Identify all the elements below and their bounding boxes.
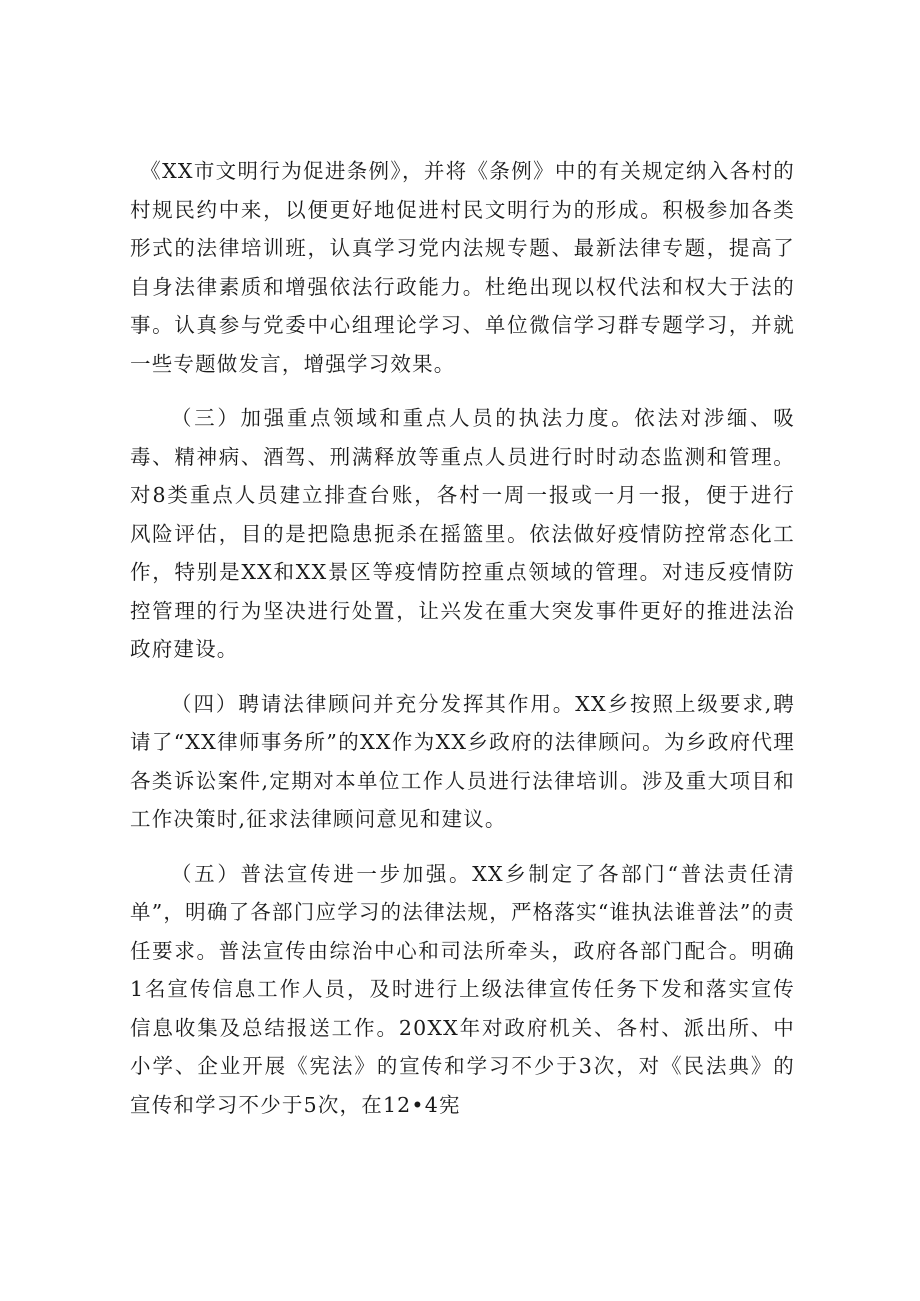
paragraph-continuation: 《XX市文明行为促进条例》，并将《条例》中的有关规定纳入各村的村规民约中来，以便更好地促进村民文明行为的形成。积极参加各类形式的法律培训班，认真学习党内法规专题、最新法律专题，提高了自身法律素质和增强依法行政能力。杜绝出现以权代法和权大于法的事。认真参与党委中心组理论学习、单位微信学习群专题学习，并就一些专题做发言，增强学习效果。 [130, 159, 795, 376]
document-body [130, 152, 795, 1140]
paragraph-section-4: （四）聘请法律顾问并充分发挥其作用。XX乡按照上级要求,聘请了“XX律师事务所”的XX作为XX乡政府的法律顾问。为乡政府代理各类诉讼案件,定期对本单位工作人员进行法律培训。涉及重大项目和工作决策时,征求法律顾问意见和建议。 [130, 691, 795, 831]
paragraph-section-3: （三）加强重点领域和重点人员的执法力度。依法对涉缅、吸毒、精神病、酒驾、刑满释放等重点人员进行时时动态监测和管理。对8类重点人员建立排查台账，各村一周一报或一月一报，便于进行风险评估，目的是把隐患扼杀在摇篮里。依法做好疫情防控常态化工作，特别是XX和XX景区等疫情防控重点领域的管理。对违反疫情防控管理的行为坚决进行处置，让兴发在重大突发事件更好的推进法治政府建设。 [130, 406, 795, 661]
paragraph-section-5: （五）普法宣传进一步加强。XX乡制定了各部门“普法责任清单”，明确了各部门应学习的法律法规，严格落实“谁执法谁普法”的责任要求。普法宣传由综治中心和司法所牵头，政府各部门配合。明确1名宣传信息工作人员，及时进行上级法律宣传任务下发和落实宣传信息收集及总结报送工作。20XX年对政府机关、各村、派出所、中小学、企业开展《宪法》的宣传和学习不少于3次，对《民法典》的宣传和学习不少于5次，在12•4宪 [130, 861, 795, 1117]
